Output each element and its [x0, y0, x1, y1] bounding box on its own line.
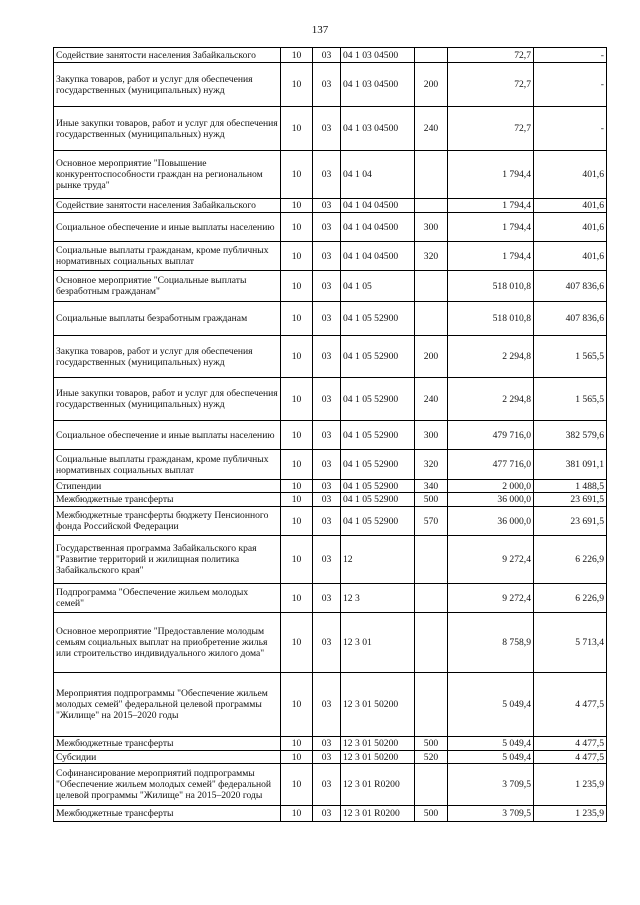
table-row [54, 480, 607, 493]
cell-v1: 518 010,8 [448, 271, 534, 302]
cell-pr: 03 [313, 151, 341, 199]
cell-v2: 4 477,5 [534, 737, 607, 751]
table-row [54, 107, 607, 151]
cell-v1: 8 758,9 [448, 613, 534, 673]
table-row [54, 242, 607, 271]
cell-csr: 04 1 05 52900 [341, 507, 415, 536]
cell-pr: 03 [313, 507, 341, 536]
cell-vr: 240 [415, 107, 448, 151]
cell-v1: 5 049,4 [448, 737, 534, 751]
cell-vr: 500 [415, 493, 448, 507]
cell-rz: 10 [281, 751, 313, 764]
cell-v2: 1 565,5 [534, 378, 607, 421]
cell-v1: 3 709,5 [448, 764, 534, 806]
table-row [54, 199, 607, 213]
cell-name: Социальное обеспечение и иные выплаты населению [54, 421, 281, 450]
table-row [54, 48, 607, 63]
cell-name: Иные закупки товаров, работ и услуг для обеспечения государственных (муниципальных) нужд [54, 378, 281, 421]
cell-vr [415, 584, 448, 613]
cell-rz: 10 [281, 507, 313, 536]
table-row [54, 421, 607, 450]
cell-pr: 03 [313, 450, 341, 480]
cell-vr: 500 [415, 806, 448, 822]
cell-name: Межбюджетные трансферты [54, 493, 281, 507]
cell-rz: 10 [281, 450, 313, 480]
cell-v2: 407 836,6 [534, 271, 607, 302]
cell-name: Мероприятия подпрограммы "Обеспечение жильем молодых семей" федеральной целевой программы "Жилище" на 2015–2020 годы [54, 673, 281, 737]
cell-csr: 04 1 05 52900 [341, 450, 415, 480]
table-row [54, 536, 607, 584]
table-row [54, 213, 607, 242]
cell-csr: 04 1 05 52900 [341, 421, 415, 450]
cell-pr: 03 [313, 107, 341, 151]
cell-v2: - [534, 107, 607, 151]
table-row [54, 507, 607, 536]
cell-rz: 10 [281, 673, 313, 737]
cell-vr [415, 536, 448, 584]
cell-rz: 10 [281, 584, 313, 613]
cell-name: Закупка товаров, работ и услуг для обеспечения государственных (муниципальных) нужд [54, 336, 281, 378]
cell-v2: 401,6 [534, 242, 607, 271]
cell-v2: 401,6 [534, 199, 607, 213]
table-row [54, 302, 607, 336]
cell-v2: 401,6 [534, 151, 607, 199]
cell-csr: 04 1 04 [341, 151, 415, 199]
cell-v2: 381 091,1 [534, 450, 607, 480]
cell-csr: 04 1 05 52900 [341, 378, 415, 421]
cell-csr: 04 1 05 [341, 271, 415, 302]
budget-table [53, 47, 607, 822]
cell-name: Межбюджетные трансферты [54, 737, 281, 751]
cell-v1: 5 049,4 [448, 751, 534, 764]
cell-rz: 10 [281, 242, 313, 271]
cell-v2: 1 235,9 [534, 764, 607, 806]
table-row [54, 673, 607, 737]
cell-name: Социальное обеспечение и иные выплаты населению [54, 213, 281, 242]
table-row [54, 751, 607, 764]
table-row [54, 764, 607, 806]
cell-name: Стипендии [54, 480, 281, 493]
table-row [54, 378, 607, 421]
cell-v1: 36 000,0 [448, 507, 534, 536]
cell-v1: 36 000,0 [448, 493, 534, 507]
cell-rz: 10 [281, 737, 313, 751]
cell-name: Социальные выплаты безработным гражданам [54, 302, 281, 336]
cell-v2: 5 713,4 [534, 613, 607, 673]
cell-v2: 1 235,9 [534, 806, 607, 822]
cell-pr: 03 [313, 271, 341, 302]
cell-rz: 10 [281, 199, 313, 213]
cell-v2: 382 579,6 [534, 421, 607, 450]
cell-v2: 23 691,5 [534, 507, 607, 536]
cell-vr [415, 764, 448, 806]
cell-name: Софинансирование мероприятий подпрограммы "Обеспечение жильем молодых семей" федеральной целевой программы "Жилище" на 2015–2020 годы [54, 764, 281, 806]
table-row [54, 613, 607, 673]
cell-pr: 03 [313, 242, 341, 271]
cell-v2: 1 488,5 [534, 480, 607, 493]
cell-rz: 10 [281, 213, 313, 242]
cell-pr: 03 [313, 199, 341, 213]
cell-v1: 72,7 [448, 107, 534, 151]
cell-vr: 300 [415, 213, 448, 242]
cell-csr: 12 3 01 50200 [341, 737, 415, 751]
cell-v1: 1 794,4 [448, 213, 534, 242]
cell-csr: 12 [341, 536, 415, 584]
cell-csr: 12 3 01 R0200 [341, 764, 415, 806]
cell-rz: 10 [281, 378, 313, 421]
cell-rz: 10 [281, 107, 313, 151]
cell-vr [415, 673, 448, 737]
cell-pr: 03 [313, 584, 341, 613]
table-row [54, 336, 607, 378]
cell-rz: 10 [281, 613, 313, 673]
cell-rz: 10 [281, 302, 313, 336]
cell-pr: 03 [313, 336, 341, 378]
cell-rz: 10 [281, 336, 313, 378]
cell-name: Межбюджетные трансферты [54, 806, 281, 822]
cell-v1: 72,7 [448, 48, 534, 63]
cell-v1: 1 794,4 [448, 151, 534, 199]
table-row [54, 151, 607, 199]
table-row [54, 271, 607, 302]
cell-pr: 03 [313, 613, 341, 673]
cell-name: Основное мероприятие "Социальные выплаты безработным гражданам" [54, 271, 281, 302]
cell-vr [415, 199, 448, 213]
cell-pr: 03 [313, 213, 341, 242]
cell-vr: 340 [415, 480, 448, 493]
cell-name: Социальные выплаты гражданам, кроме публичных нормативных социальных выплат [54, 450, 281, 480]
cell-vr [415, 613, 448, 673]
page-number: 137 [311, 24, 329, 36]
cell-v2: 4 477,5 [534, 751, 607, 764]
cell-vr [415, 151, 448, 199]
cell-rz: 10 [281, 493, 313, 507]
cell-vr [415, 48, 448, 63]
cell-pr: 03 [313, 764, 341, 806]
cell-rz: 10 [281, 536, 313, 584]
cell-csr: 12 3 01 50200 [341, 673, 415, 737]
cell-vr [415, 271, 448, 302]
cell-pr: 03 [313, 302, 341, 336]
cell-v1: 9 272,4 [448, 584, 534, 613]
cell-v2: 6 226,9 [534, 584, 607, 613]
cell-rz: 10 [281, 806, 313, 822]
cell-name: Закупка товаров, работ и услуг для обеспечения государственных (муниципальных) нужд [54, 63, 281, 107]
cell-csr: 04 1 05 52900 [341, 336, 415, 378]
cell-pr: 03 [313, 421, 341, 450]
cell-pr: 03 [313, 493, 341, 507]
cell-csr: 04 1 03 04500 [341, 107, 415, 151]
table-row [54, 493, 607, 507]
cell-csr: 04 1 05 52900 [341, 480, 415, 493]
cell-name: Содействие занятости населения Забайкальского [54, 199, 281, 213]
cell-name: Иные закупки товаров, работ и услуг для обеспечения государственных (муниципальных) нужд [54, 107, 281, 151]
cell-name: Основное мероприятие "Предоставление молодым семьям социальных выплат на приобретение жилья или строительство индивидуального жилого дома" [54, 613, 281, 673]
cell-v1: 72,7 [448, 63, 534, 107]
cell-csr: 04 1 04 04500 [341, 213, 415, 242]
table-row [54, 450, 607, 480]
cell-csr: 04 1 04 04500 [341, 199, 415, 213]
cell-v1: 518 010,8 [448, 302, 534, 336]
cell-v2: - [534, 63, 607, 107]
cell-pr: 03 [313, 751, 341, 764]
cell-v2: 1 565,5 [534, 336, 607, 378]
cell-pr: 03 [313, 737, 341, 751]
cell-rz: 10 [281, 63, 313, 107]
table-row [54, 584, 607, 613]
cell-v2: 401,6 [534, 213, 607, 242]
cell-name: Социальные выплаты гражданам, кроме публичных нормативных социальных выплат [54, 242, 281, 271]
cell-name: Межбюджетные трансферты бюджету Пенсионного фонда Российской Федерации [54, 507, 281, 536]
cell-v2: 23 691,5 [534, 493, 607, 507]
cell-v1: 2 294,8 [448, 378, 534, 421]
table-row [54, 806, 607, 822]
cell-csr: 04 1 03 04500 [341, 48, 415, 63]
cell-vr: 570 [415, 507, 448, 536]
cell-name: Содействие занятости населения Забайкальского [54, 48, 281, 63]
cell-vr: 200 [415, 63, 448, 107]
cell-name: Основное мероприятие "Повышение конкурентоспособности граждан на региональном рынке труда" [54, 151, 281, 199]
cell-v1: 2 294,8 [448, 336, 534, 378]
cell-vr: 520 [415, 751, 448, 764]
cell-v1: 1 794,4 [448, 199, 534, 213]
cell-csr: 12 3 01 [341, 613, 415, 673]
cell-name: Подпрограмма "Обеспечение жильем молодых семей" [54, 584, 281, 613]
cell-v1: 477 716,0 [448, 450, 534, 480]
cell-v2: 4 477,5 [534, 673, 607, 737]
cell-vr: 500 [415, 737, 448, 751]
cell-csr: 04 1 03 04500 [341, 63, 415, 107]
table-row [54, 63, 607, 107]
cell-rz: 10 [281, 48, 313, 63]
cell-pr: 03 [313, 536, 341, 584]
cell-csr: 12 3 [341, 584, 415, 613]
cell-v1: 2 000,0 [448, 480, 534, 493]
cell-rz: 10 [281, 151, 313, 199]
cell-v1: 9 272,4 [448, 536, 534, 584]
cell-csr: 04 1 05 52900 [341, 302, 415, 336]
cell-v1: 479 716,0 [448, 421, 534, 450]
cell-csr: 12 3 01 R0200 [341, 806, 415, 822]
cell-v2: 6 226,9 [534, 536, 607, 584]
cell-vr: 240 [415, 378, 448, 421]
cell-rz: 10 [281, 480, 313, 493]
cell-vr [415, 302, 448, 336]
cell-vr: 320 [415, 242, 448, 271]
cell-pr: 03 [313, 48, 341, 63]
cell-v1: 3 709,5 [448, 806, 534, 822]
cell-csr: 12 3 01 50200 [341, 751, 415, 764]
cell-name: Государственная программа Забайкальского края "Развитие территорий и жилищная политика Забайкальского края" [54, 536, 281, 584]
table-row [54, 737, 607, 751]
cell-csr: 04 1 04 04500 [341, 242, 415, 271]
cell-pr: 03 [313, 378, 341, 421]
cell-rz: 10 [281, 271, 313, 302]
cell-rz: 10 [281, 421, 313, 450]
cell-csr: 04 1 05 52900 [341, 493, 415, 507]
cell-pr: 03 [313, 480, 341, 493]
cell-v1: 1 794,4 [448, 242, 534, 271]
cell-pr: 03 [313, 63, 341, 107]
cell-rz: 10 [281, 764, 313, 806]
cell-v2: - [534, 48, 607, 63]
cell-name: Субсидии [54, 751, 281, 764]
cell-vr: 320 [415, 450, 448, 480]
cell-v1: 5 049,4 [448, 673, 534, 737]
cell-pr: 03 [313, 673, 341, 737]
cell-v2: 407 836,6 [534, 302, 607, 336]
cell-pr: 03 [313, 806, 341, 822]
cell-vr: 200 [415, 336, 448, 378]
cell-vr: 300 [415, 421, 448, 450]
